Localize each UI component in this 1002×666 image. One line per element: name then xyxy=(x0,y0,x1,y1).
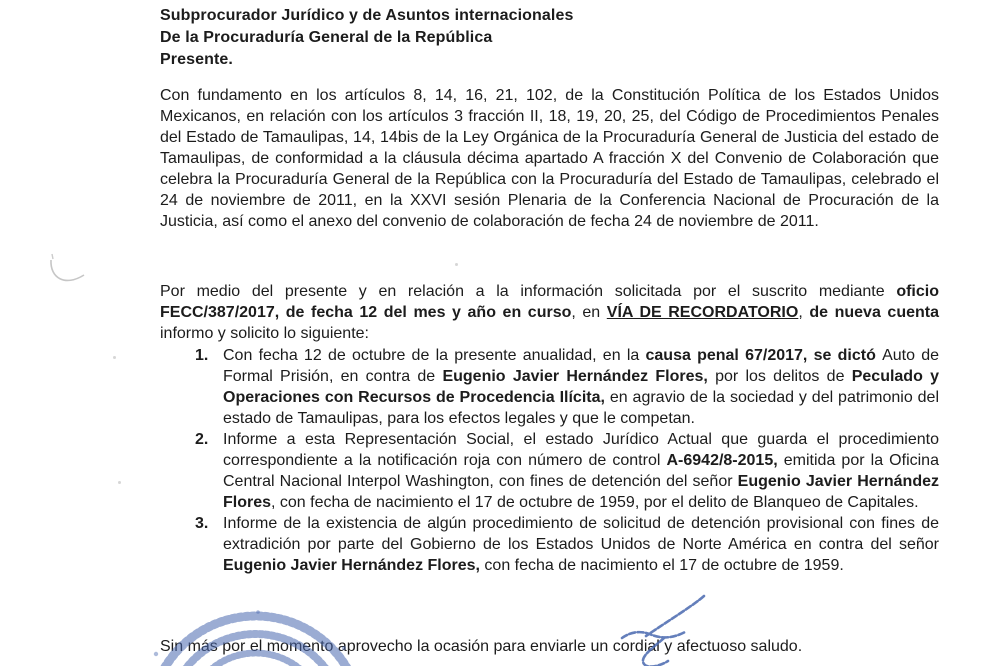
run-person-name: Eugenio Javier Hernández Flores xyxy=(223,473,939,511)
closing-salutation: Sin más por el momento aprovecho la ocasión para enviarle un cordial y afectuoso saludo. xyxy=(160,638,803,655)
paragraph-request-intro xyxy=(160,281,939,344)
run-text: Con fecha 12 de octubre de la presente anualidad, en la xyxy=(223,347,646,364)
list-item xyxy=(195,345,939,429)
list-item xyxy=(195,429,939,513)
run-text: informo y solicito lo siguiente: xyxy=(160,325,369,342)
list-item xyxy=(195,513,939,576)
recipient-line-presente: Presente. xyxy=(160,51,233,68)
scan-speck xyxy=(455,263,458,266)
run-oficio-reference: oficio FECC/387/2017, de fecha 12 del mes y año en curso xyxy=(160,283,939,321)
scan-speck xyxy=(113,356,116,359)
run-text: , xyxy=(798,304,810,321)
run-control-number: A-6942/8-2015, xyxy=(666,452,784,469)
run-text: Auto de Formal Prisión, en contra de xyxy=(223,347,939,385)
run-text: emitida por la Oficina Central Nacional Interpol Washington, con fines de detención del señor xyxy=(223,452,939,490)
run-causa-penal: causa penal 67/2017, se dictó xyxy=(645,347,883,364)
official-stamp xyxy=(138,604,373,666)
run-text: por los delitos de xyxy=(715,368,852,385)
run-text: Informe a esta Representación Social, el estado Jurídico Actual que guarda el procedimiento correspondiente a la notificación roja con número de control xyxy=(223,431,939,469)
recipient-line-title: Subprocurador Jurídico y de Asuntos internacionales xyxy=(160,7,574,24)
run-text: en agravio de la sociedad y del patrimonio del estado de Tamaulipas, para los efectos legales y que le competan. xyxy=(223,389,939,427)
scan-speck xyxy=(118,481,121,484)
run-text: con fecha de nacimiento el 17 de octubre de 1959. xyxy=(484,557,844,574)
list-item-number: 1. xyxy=(195,347,209,364)
list-item-number: 2. xyxy=(195,431,209,448)
recipient-block xyxy=(160,5,939,71)
run-text: , con fecha de nacimiento el 17 de octubre de 1959, por el delito de Blanqueo de Capitales. xyxy=(271,494,919,511)
run-text: Por medio del presente y en relación a la información solicitada por el suscrito mediante xyxy=(160,283,897,300)
ink-signature-mark xyxy=(598,586,720,666)
run-text: , en xyxy=(571,304,607,321)
recipient-line-institution: De la Procuraduría General de la República xyxy=(160,29,493,46)
run-person-name: Eugenio Javier Hernández Flores, xyxy=(442,368,716,385)
run-person-name: Eugenio Javier Hernández Flores, xyxy=(223,557,485,574)
numbered-request-list xyxy=(195,345,939,576)
scan-artifact-mark xyxy=(38,240,98,295)
run-text: Informe de la existencia de algún procedimiento de solicitud de detención provisional con fines de extradición por parte del Gobierno de los Estados Unidos de Norte América en contra del señor xyxy=(223,515,939,553)
paragraph-legal-basis: Con fundamento en los artículos 8, 14, 16, 21, 102, de la Constitución Política de los Estados Unidos Mexicanos, en relación con los artículos 3 fracción II, 18, 19, 20, 25, del Código de Procedimientos Penales del Estado de Tamaulipas, 14, 14bis de la Ley Orgánica de la Procuraduría General de Justicia del estado de Tamaulipas, de conformidad a la cláusula décima apartado A fracción X del Convenio de Colaboración que celebra la Procuraduría General de la República con la Procuraduría del Estado de Tamaulipas, celebrado el 24 de noviembre de 2011, en la XXVI sesión Plenaria de la Conferencia Nacional de Procuración de la Justicia, así como el anexo del convenio de colaboración de fecha 24 de noviembre de 2011. xyxy=(160,87,939,230)
run-delitos: Peculado y Operaciones con Recursos de Procedencia Ilícita, xyxy=(223,368,939,406)
run-via-de-recordatorio: VÍA DE RECORDATORIO xyxy=(606,304,799,321)
list-item-number: 3. xyxy=(195,515,209,532)
run-de-nueva-cuenta: de nueva cuenta xyxy=(809,304,939,321)
